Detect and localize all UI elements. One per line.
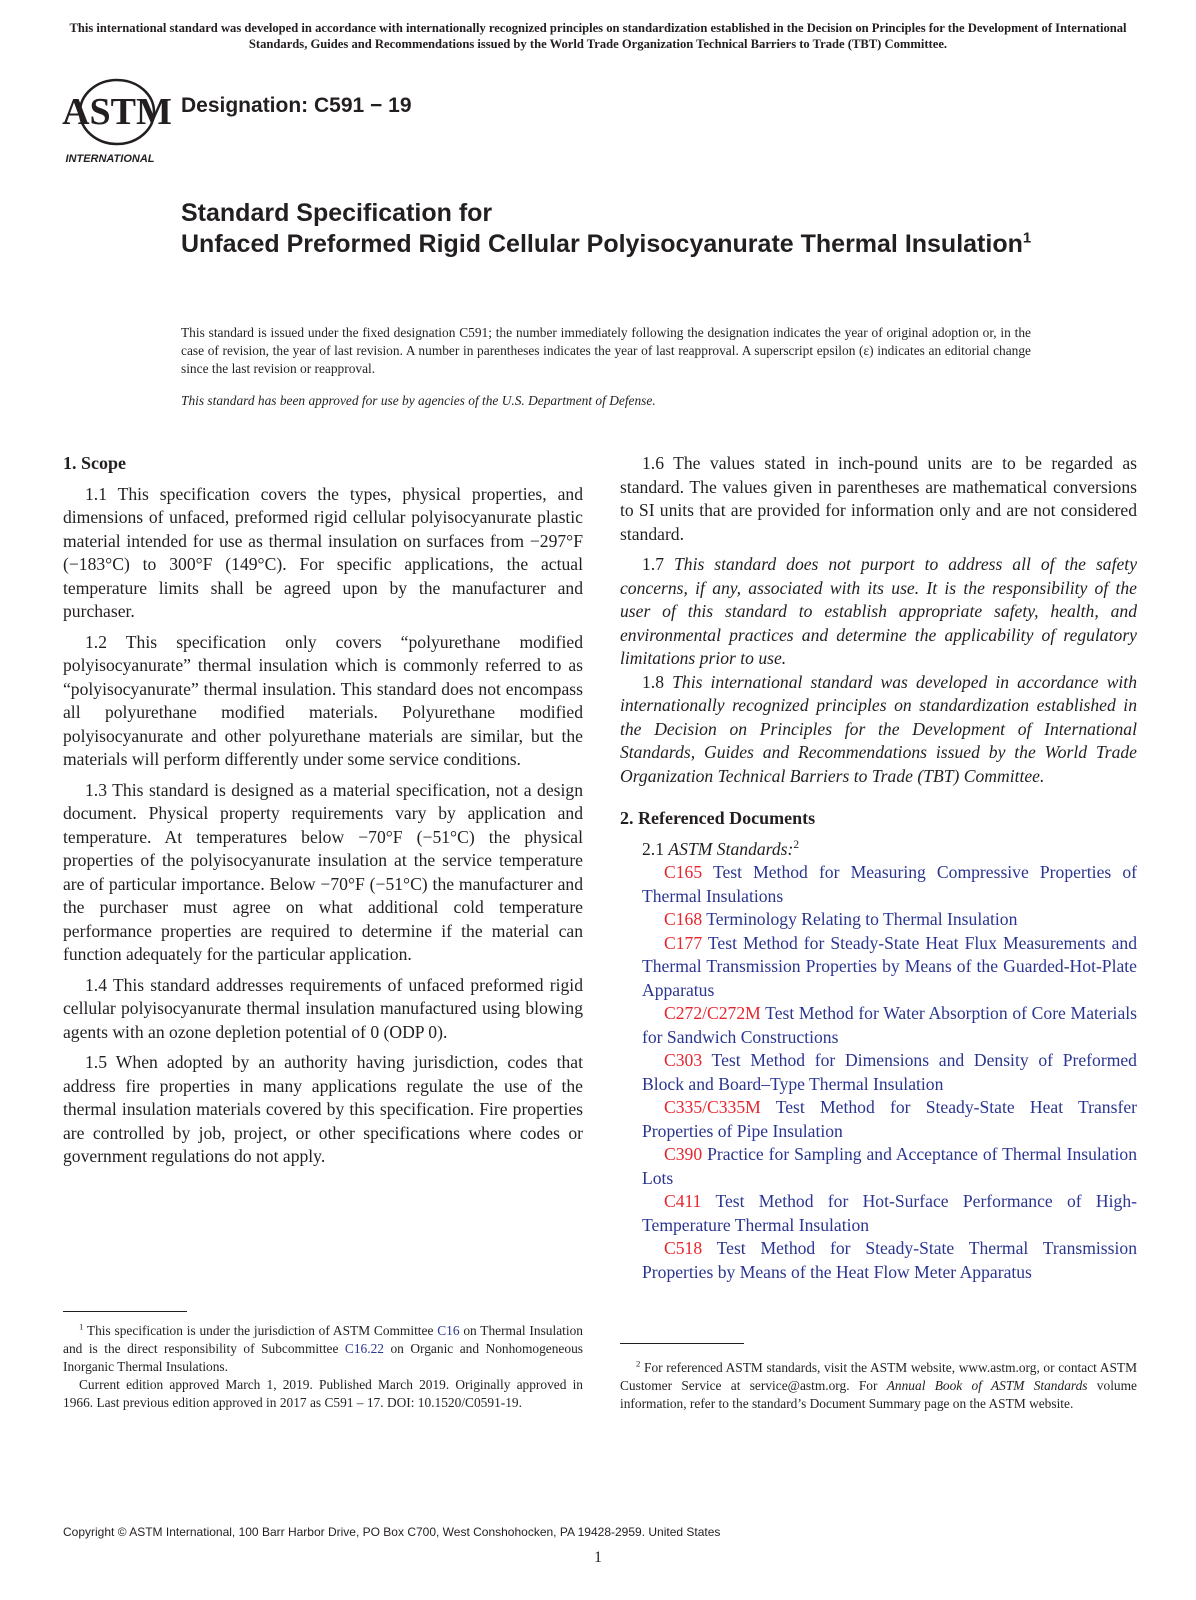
- ref-code[interactable]: C168: [664, 909, 703, 929]
- dod-approval: This standard has been approved for use by agencies of the U.S. Department of Defense.: [181, 393, 656, 408]
- reference-item[interactable]: [622, 1190, 1137, 1237]
- para-1-8-text: This international standard was developed in accordance with internationally recognized principles on standardization established in the Decision on Principles for the Development of International Standards, Guides and Recommendations issued by the World Trade Organization Technical Barriers to Trade (TBT) Committee.: [620, 671, 1137, 786]
- ref-title[interactable]: Test Method for Dimensions and Density of Preformed Block and Board–Type Thermal Insulation: [642, 1050, 1137, 1094]
- footnote-divider-left: [63, 1311, 187, 1312]
- reference-list: [620, 861, 1137, 1284]
- reference-item[interactable]: [622, 932, 1137, 1003]
- subsection-2-1-mark: 2: [793, 838, 800, 851]
- tbt-notice: This international standard was developed in accordance with internationally recognized principles on standardization established in the Decision on Principles for the Development of International Standards, Guides and Recommendations issued by the World Trade Organization Technical Barriers to Trade (TBT) Committee.: [69, 21, 1127, 51]
- ref-title[interactable]: Test Method for Hot-Surface Performance of High-Temperature Thermal Insulation: [642, 1191, 1137, 1235]
- footnote-2-text-a: For referenced ASTM standards, visit the ASTM website, www.astm.org, or contact ASTM Customer Service at service@astm.org. For: [620, 1360, 1137, 1393]
- para-1-5: 1.5 When adopted by an authority having jurisdiction, codes that address fire properties in many applications regulate the use of the thermal insulation materials covered by this specification. Fire properties are controlled by job, project, or other specifications where codes or government regulations do not apply.: [63, 1052, 583, 1166]
- subsection-2-1: [620, 838, 1137, 862]
- title-line2: [181, 229, 1081, 260]
- page-number: 1: [594, 1549, 602, 1566]
- para-1-7-text: This standard does not purport to address all of the safety concerns, if any, associated with its use. It is the responsibility of the user of this standard to establish appropriate safety, health, and environmental practices and determine the applicability of regulatory limitations prior to use.: [620, 554, 1137, 668]
- footnote-1-edition: Current edition approved March 1, 2019. Published March 2019. Originally approved in 1966. Last previous edition approved in 2017 as C591 – 17. DOI: 10.1520/C0591-19.: [63, 1377, 583, 1410]
- footnote-1-text-c: on Organic and Nonhomogeneous Inorganic Thermal Insulations.: [63, 1341, 583, 1374]
- reference-item[interactable]: [622, 861, 1137, 908]
- ref-title[interactable]: Test Method for Water Absorption of Core Materials for Sandwich Constructions: [642, 1003, 1137, 1047]
- footnote-2-mark: 2: [636, 1358, 641, 1369]
- ref-title[interactable]: Test Method for Measuring Compressive Properties of Thermal Insulations: [642, 862, 1137, 906]
- ref-title[interactable]: Practice for Sampling and Acceptance of Thermal Insulation Lots: [642, 1144, 1137, 1188]
- footnote-1-text-a: This specification is under the jurisdiction of ASTM Committee: [86, 1323, 434, 1338]
- footnote-2-text-b: volume information, refer to the standard’s Document Summary page on the ASTM website.: [620, 1378, 1137, 1411]
- ref-code[interactable]: C518: [664, 1238, 703, 1258]
- para-1-6: 1.6 The values stated in inch-pound units are to be regarded as standard. The values given in parentheses are mathematical conversions to SI units that are provided for information only and are not considered standard.: [620, 453, 1137, 544]
- subsection-2-1-num: 2.1: [642, 838, 664, 859]
- reference-item[interactable]: [622, 1049, 1137, 1096]
- para-1-1: 1.1 This specification covers the types, physical properties, and dimensions of unfaced, preformed rigid cellular polyisocyanurate plastic material intended for use as thermal insulation on surfaces from −297°F (−183°C) to 300°F (149°C). For specific applications, the actual temperature limits shall be agreed upon by the manufacturer and purchaser.: [63, 483, 583, 621]
- ref-code[interactable]: C390: [664, 1144, 703, 1164]
- left-column: [63, 452, 583, 1169]
- section-1-heading: 1. Scope: [63, 453, 126, 473]
- para-1-7: [620, 553, 1137, 671]
- copyright-notice: Copyright © ASTM International, 100 Barr Harbor Drive, PO Box C700, West Conshohocken, PA 19428-2959. United States: [63, 1525, 721, 1539]
- para-1-4: 1.4 This standard addresses requirements of unfaced preformed rigid cellular polyisocyanurate thermal insulation manufactured using blowing agents with an ozone depletion potential of 0 (ODP 0).: [63, 974, 583, 1042]
- reference-item[interactable]: [622, 1096, 1137, 1143]
- para-1-8: [620, 671, 1137, 789]
- ref-code[interactable]: C303: [664, 1050, 703, 1070]
- title-main: Unfaced Preformed Rigid Cellular Polyisocyanurate Thermal Insulation: [181, 230, 1023, 258]
- ref-code[interactable]: C411: [664, 1191, 702, 1211]
- reference-item[interactable]: [622, 1143, 1137, 1190]
- ref-code[interactable]: C177: [664, 932, 703, 953]
- ref-title[interactable]: Test Method for Steady-State Heat Transfer Properties of Pipe Insulation: [642, 1097, 1137, 1141]
- footnote-1-text-b: on Thermal Insulation and is the direct responsibility of Subcommittee: [63, 1323, 583, 1356]
- subsection-2-1-label: ASTM Standards:: [668, 838, 794, 859]
- reference-item[interactable]: [622, 908, 1137, 932]
- footnote-1-body: [63, 1322, 583, 1376]
- reference-item[interactable]: [622, 1002, 1137, 1049]
- ref-title[interactable]: Test Method for Steady-State Heat Flux Measurements and Thermal Transmission Properties by Means of the Guarded-Hot-Plate Apparatus: [642, 932, 1137, 1000]
- committee-c16-link[interactable]: C16: [437, 1323, 460, 1338]
- preamble-text: This standard is issued under the fixed designation C591; the number immediately following the designation indicates the year of original adoption or, in the case of revision, the year of last revision. A number in parentheses indicates the year of last reapproval. A superscript epsilon (ε) indicates an editorial change since the last revision or reapproval.: [181, 325, 1031, 376]
- section-2-heading: 2. Referenced Documents: [620, 808, 816, 828]
- footnote-1: [63, 1322, 583, 1412]
- document-title: [181, 198, 1081, 260]
- footnote-2: [620, 1359, 1137, 1413]
- reference-item[interactable]: [622, 1237, 1137, 1284]
- logo-text: ASTM: [62, 91, 172, 133]
- subcommittee-c1622-link[interactable]: C16.22: [344, 1341, 384, 1356]
- para-1-8-num: 1.8: [642, 671, 664, 692]
- ref-title[interactable]: Test Method for Steady-State Thermal Transmission Properties by Means of the Heat Flow Meter Apparatus: [642, 1238, 1137, 1282]
- footnote-2-italic: Annual Book of ASTM Standards: [886, 1378, 1088, 1393]
- footnote-1-mark: 1: [79, 1321, 84, 1332]
- title-line1: Standard Specification for: [181, 199, 493, 227]
- para-1-2: 1.2 This specification only covers “polyurethane modified polyisocyanurate” thermal insulation which is commonly referred to as “polyisocyanurate” thermal insulation. This standard does not encompass all polyurethane modified materials. Polyurethane modified polyisocyanurate and other polyurethane materials are similar, but the materials will perform differently under some service conditions.: [63, 631, 583, 769]
- designation: Designation: C591 − 19: [181, 94, 412, 117]
- footnote-2-body: [620, 1359, 1137, 1413]
- ref-code[interactable]: C165: [664, 862, 703, 882]
- ref-title[interactable]: Terminology Relating to Thermal Insulation: [706, 909, 1018, 929]
- para-1-3: 1.3 This standard is designed as a material specification, not a design document. Physical property requirements vary by application and temperature. At temperatures below −70°F (−51°C) the physical properties of the polyisocyanurate insulation at the service temperature are of particular importance. Below −70°F (−51°C) the manufacturer and the purchaser must agree on what additional cold temperature performance properties are required to determine if the material can function adequately for the particular application.: [63, 779, 583, 964]
- ref-code[interactable]: C335/C335M: [664, 1097, 761, 1117]
- footnote-divider-right: [620, 1343, 744, 1344]
- logo-subtext: INTERNATIONAL: [65, 153, 155, 165]
- para-1-7-num: 1.7: [642, 554, 664, 574]
- title-footnote-mark: 1: [1022, 229, 1032, 247]
- right-column: [620, 452, 1137, 1284]
- ref-code[interactable]: C272/C272M: [664, 1003, 761, 1023]
- astm-logo: [62, 72, 172, 168]
